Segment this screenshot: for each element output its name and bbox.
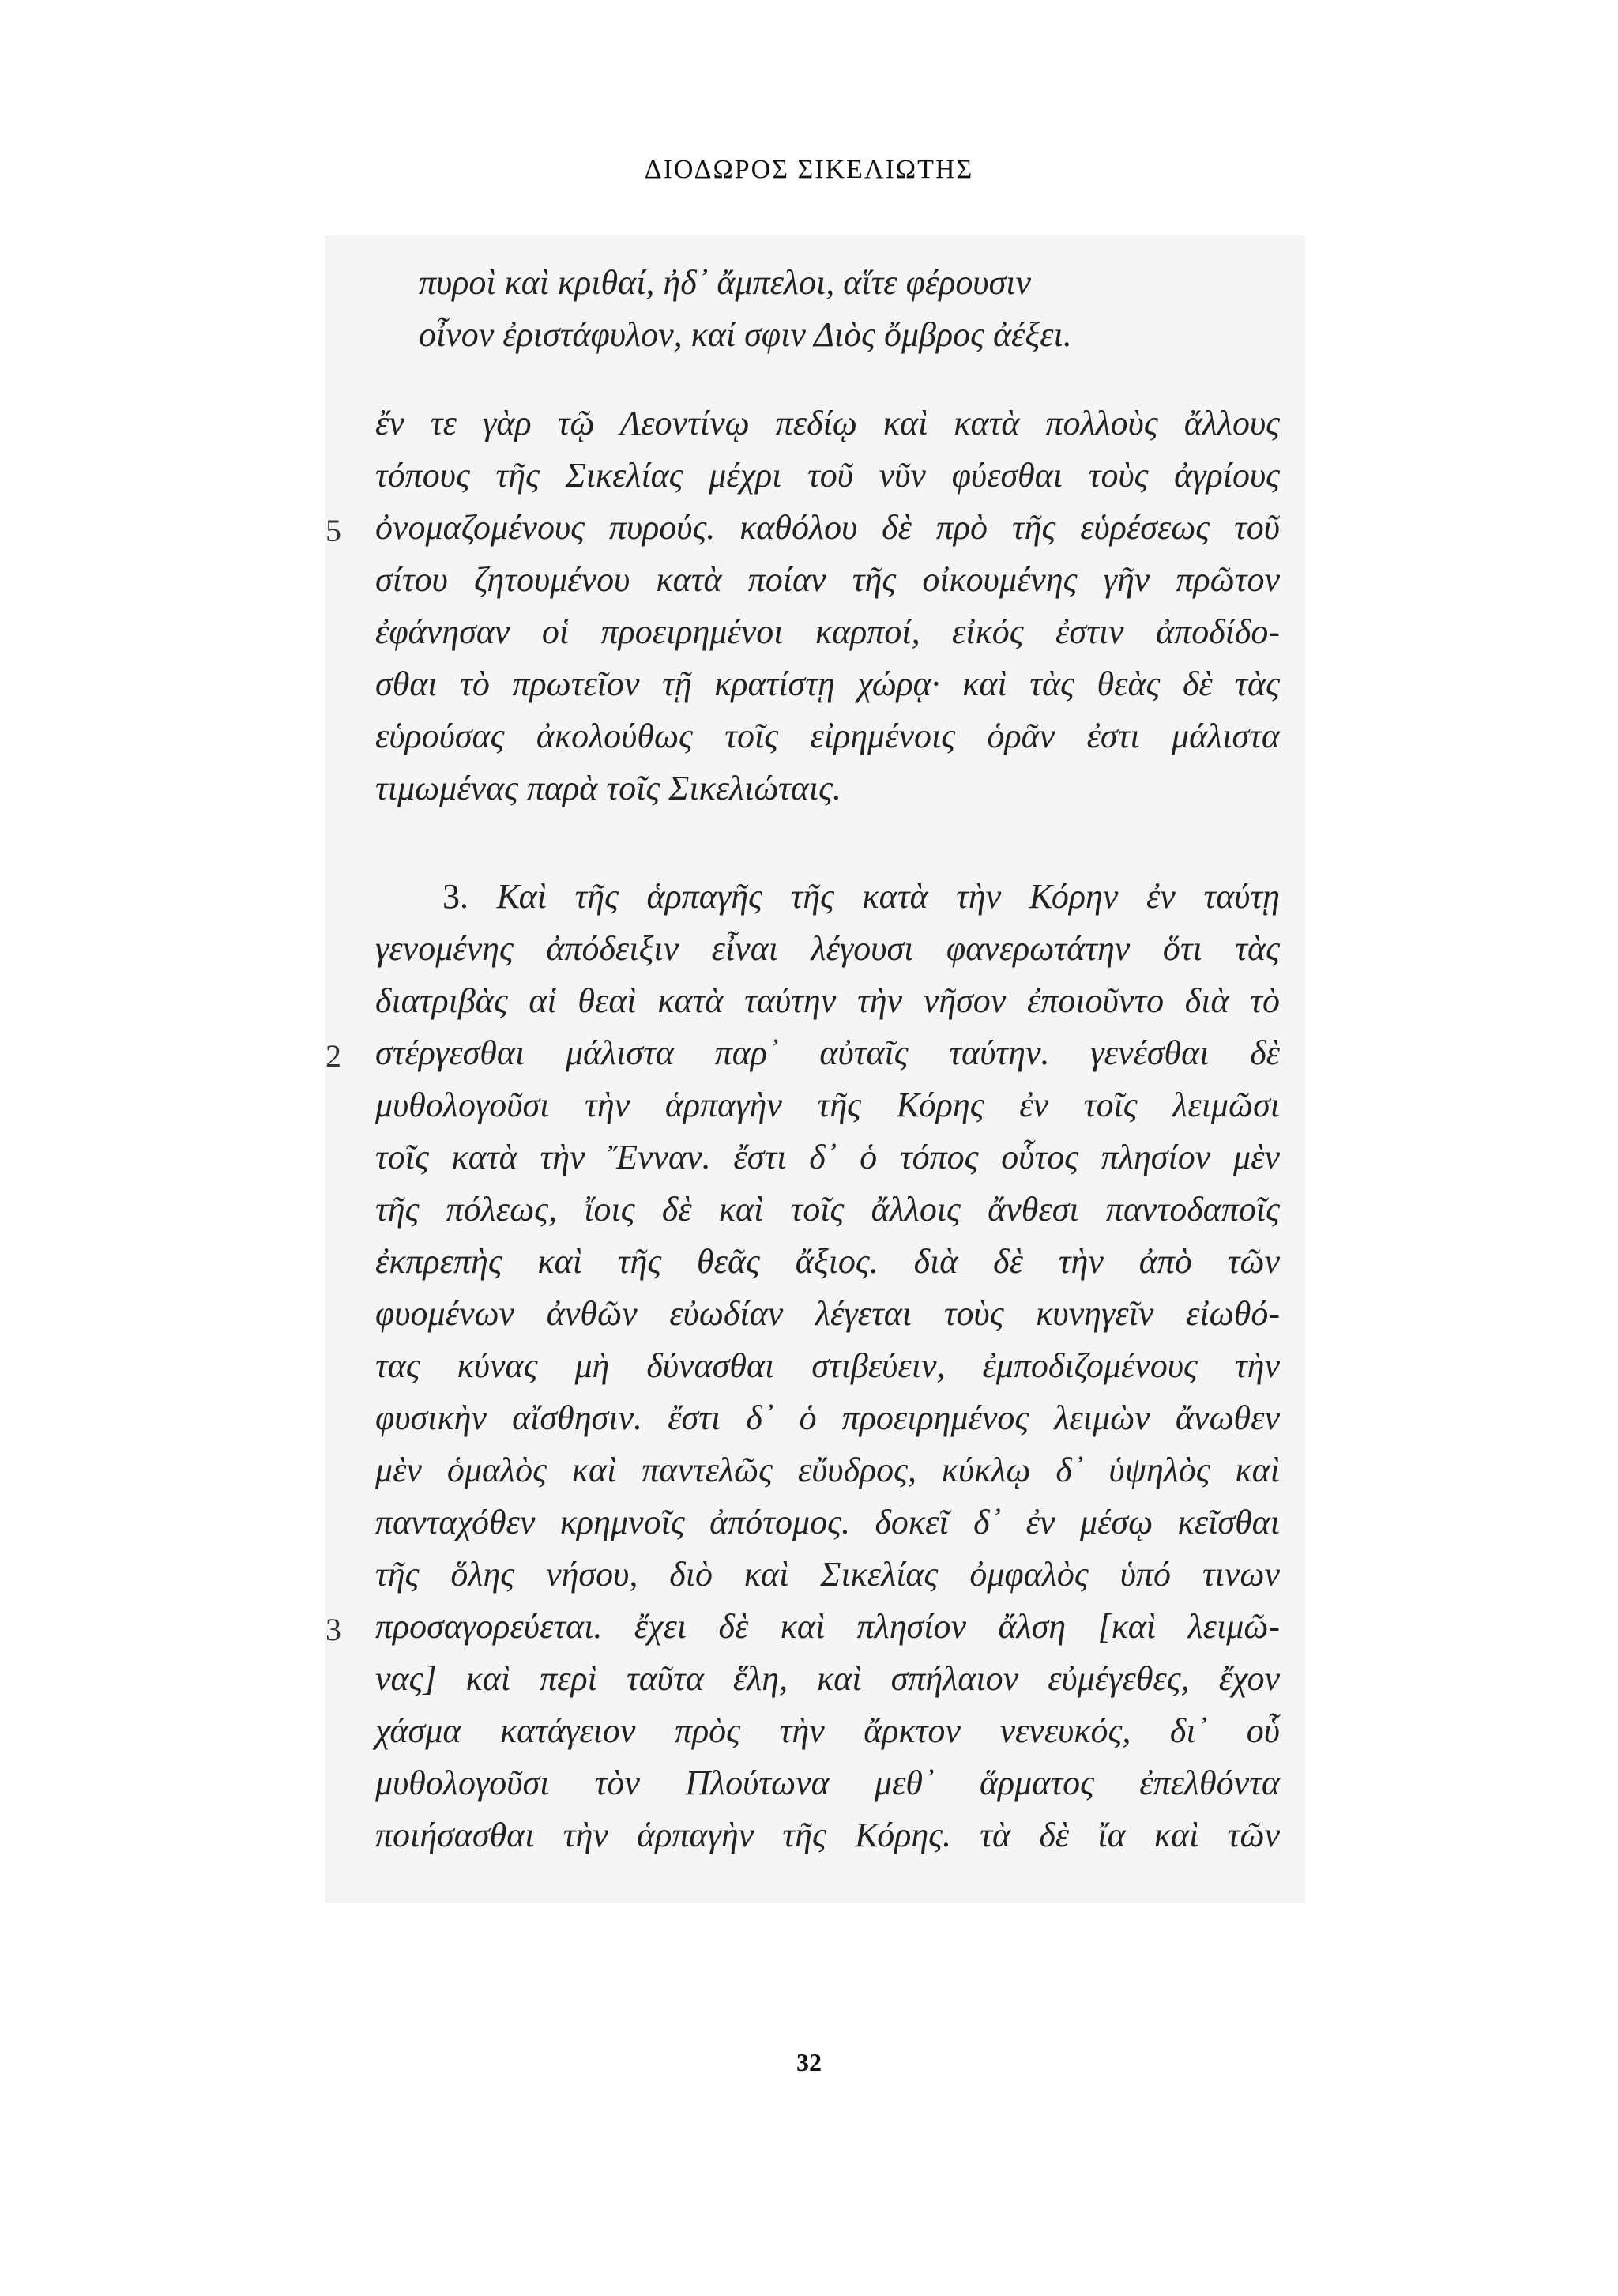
section-first-line bbox=[442, 879, 1280, 914]
text-line: τῆς πόλεως, ἴοις δὲ καὶ τοῖς ἄλλοις ἄνθεσι παντοδαποῖς bbox=[375, 1190, 1280, 1229]
text-line: ἐκπρεπὴς καὶ τῆς θεᾶς ἄξιος. διὰ δὲ τὴν ἀπὸ τῶν bbox=[375, 1242, 1280, 1281]
text-line: ἐφάνησαν οἱ προειρημένοι καρποί, εἰκός ἐστιν ἀποδίδο- bbox=[375, 612, 1280, 651]
text-line: φυσικὴν αἴσθησιν. ἔστι δ᾽ ὁ προειρημένος λειμὼν ἄνωθεν bbox=[375, 1398, 1280, 1437]
text-line: ἔν τε γὰρ τῷ Λεοντίνῳ πεδίῳ καὶ κατὰ πολλοὺς ἄλλους bbox=[375, 404, 1280, 442]
section-first-line-text: Καὶ τῆς ἁρπαγῆς τῆς κατὰ τὴν Κόρην ἐν ταύτῃ bbox=[496, 877, 1280, 916]
margin-line-number: 2 bbox=[325, 1038, 341, 1074]
text-line: γενομένης ἀπόδειξιν εἶναι λέγουσι φανερωτάτην ὅτι τὰς bbox=[375, 929, 1280, 968]
text-line: τῆς ὅλης νήσου, διὸ καὶ Σικελίας ὀμφαλὸς ὑπό τινων bbox=[375, 1555, 1280, 1594]
text-line: τόπους τῆς Σικελίας μέχρι τοῦ νῦν φύεσθαι τοὺς ἀγρίους bbox=[375, 456, 1280, 495]
margin-line-number: 5 bbox=[325, 513, 341, 548]
text-line: εὑρούσας ἀκολούθως τοῖς εἰρημένοις ὁρᾶν ἐστι μάλιστα bbox=[375, 717, 1280, 755]
text-line: πανταχόθεν κρημνοῖς ἀπότομος. δοκεῖ δ᾽ ἐν μέσῳ κεῖσθαι bbox=[375, 1503, 1280, 1541]
text-line: μὲν ὁμαλὸς καὶ παντελῶς εὔυδρος, κύκλῳ δ᾽ ὑψηλὸς καὶ bbox=[375, 1451, 1280, 1489]
page-number: 32 bbox=[796, 2048, 822, 2076]
text-line: σίτου ζητουμένου κατὰ ποίαν τῆς οἰκουμένης γῆν πρῶτον bbox=[375, 560, 1280, 599]
margin-line-number: 3 bbox=[325, 1612, 341, 1647]
text-line: μυθολογοῦσι τὴν ἁρπαγὴν τῆς Κόρης ἐν τοῖς λειμῶσι bbox=[375, 1086, 1280, 1124]
text-line: προσαγορεύεται. ἔχει δὲ καὶ πλησίον ἄλση [καὶ λειμῶ- bbox=[375, 1607, 1280, 1646]
verse-line: οἶνον ἐριστάφυλον, καί σφιν Διὸς ὄμβρος ἀέξει. bbox=[419, 315, 1072, 354]
text-line: σθαι τὸ πρωτεῖον τῇ κρατίστῃ χώρᾳ· καὶ τὰς θεὰς δὲ τὰς bbox=[375, 664, 1280, 703]
text-line: μυθολογοῦσι τὸν Πλούτωνα μεθ᾽ ἅρματος ἐπελθόντα bbox=[375, 1763, 1280, 1802]
section-number: 3. bbox=[442, 877, 468, 916]
text-line: τας κύνας μὴ δύνασθαι στιβεύειν, ἐμποδιζομένους τὴν bbox=[375, 1346, 1280, 1385]
text-line: χάσμα κατάγειον πρὸς τὴν ἄρκτον νενευκός, δι᾽ οὗ bbox=[375, 1711, 1280, 1750]
text-line: διατριβὰς αἱ θεαὶ κατὰ ταύτην τὴν νῆσον ἐποιοῦντο διὰ τὸ bbox=[375, 981, 1280, 1020]
verse-line: πυροὶ καὶ κριθαί, ἠδ᾽ ἄμπελοι, αἵτε φέρουσιν bbox=[419, 263, 1032, 302]
text-line: τοῖς κατὰ τὴν Ἔνναν. ἔστι δ᾽ ὁ τόπος οὗτος πλησίον μὲν bbox=[375, 1138, 1280, 1176]
text-line: ὀνομαζομένους πυρούς. καθόλου δὲ πρὸ τῆς εὑρέσεως τοῦ bbox=[375, 508, 1280, 547]
text-line: στέργεσθαι μάλιστα παρ᾽ αὐταῖς ταύτην. γενέσθαι δὲ bbox=[375, 1033, 1280, 1072]
running-head: ΔΙΟΔΩΡΟΣ ΣΙΚΕΛΙΩΤΗΣ bbox=[644, 155, 974, 184]
text-line: ποιήσασθαι τὴν ἁρπαγὴν τῆς Κόρης. τὰ δὲ ἴα καὶ τῶν bbox=[375, 1816, 1280, 1854]
text-line: τιμωμένας παρὰ τοῖς Σικελιώταις. bbox=[375, 769, 841, 807]
text-line: νας] καὶ περὶ ταῦτα ἕλη, καὶ σπήλαιον εὐμέγεθες, ἔχον bbox=[375, 1659, 1280, 1698]
text-line: φυομένων ἀνθῶν εὐωδίαν λέγεται τοὺς κυνηγεῖν εἰωθό- bbox=[375, 1294, 1280, 1333]
